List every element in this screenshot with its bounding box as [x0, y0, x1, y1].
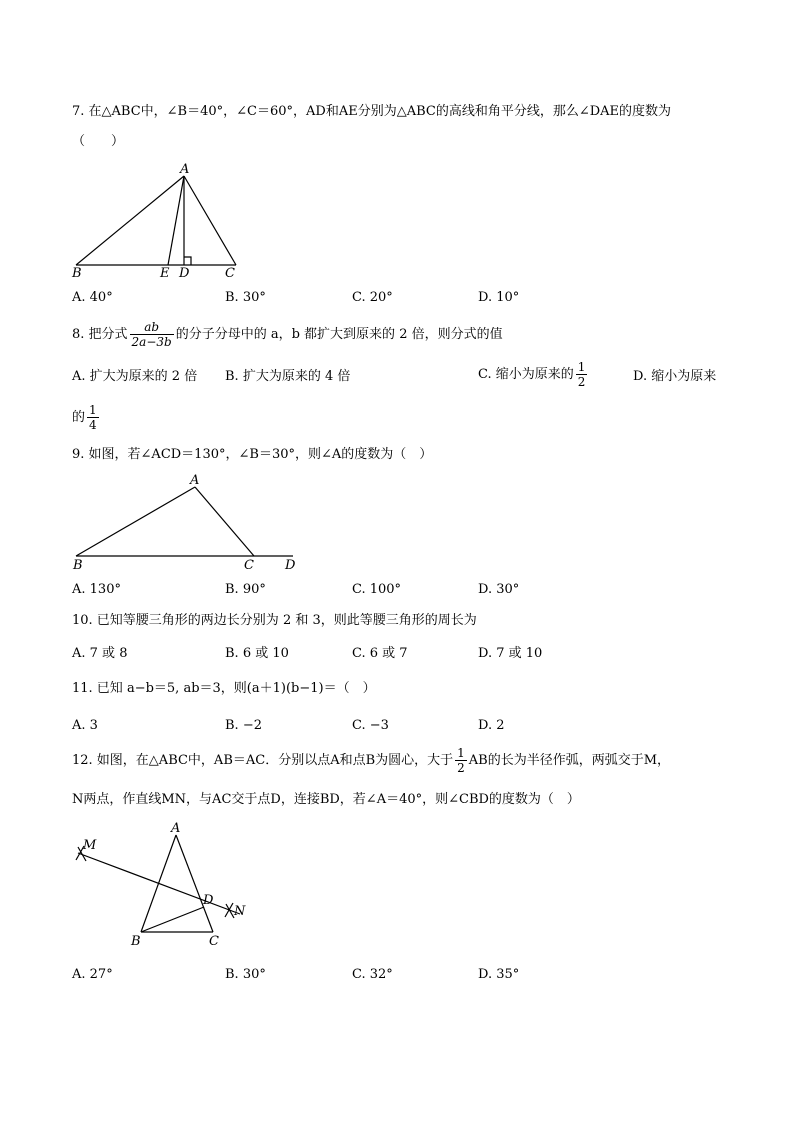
q9-segment-ac [195, 487, 254, 556]
q8-stem [72, 320, 503, 350]
q12-stem-after: AB的长为半径作弧，两弧交于M， [468, 753, 671, 768]
q12-label-c: C [209, 934, 219, 949]
q7-right-angle-mark [184, 257, 191, 265]
q11-option-c[interactable]: C. −3 [352, 718, 389, 733]
q12-fraction-numerator: 1 [457, 746, 465, 760]
q8-option-d-cont-text: 的 [72, 410, 86, 425]
q8-option-a[interactable]: A. 扩大为原来的 2 倍 [72, 369, 198, 384]
q12-fraction-denominator: 2 [457, 761, 465, 775]
q7-option-d[interactable]: D. 10° [478, 290, 520, 305]
q8-option-d-denominator: 4 [89, 418, 97, 432]
q12-label-n: N [234, 904, 246, 919]
q8-option-d[interactable]: D. 缩小为原来 [633, 369, 717, 384]
q12-stem [72, 746, 670, 776]
q8-option-b[interactable]: B. 扩大为原来的 4 倍 [225, 369, 351, 384]
q7-segment-ac [184, 176, 236, 265]
q8-fraction-denominator: 2a−3b [131, 335, 172, 349]
q7-stem: 7. 在△ABC中，∠B＝40°，∠C＝60°，AD和AE分别为△ABC的高线和角平分线，那么∠DAE的度数为 [72, 104, 672, 119]
q12-segment-ac [176, 835, 213, 932]
q9-stem: 9. 如图，若∠ACD＝130°，∠B＝30°，则∠A的度数为（ ） [72, 447, 433, 462]
q8-fraction [130, 320, 174, 349]
q7-label-a: A [180, 162, 190, 177]
q8-option-c-fraction [576, 360, 588, 389]
q9-label-a: A [190, 473, 200, 488]
q8-option-d-numerator: 1 [89, 403, 97, 417]
q9-label-d: D [285, 558, 296, 573]
q7-label-d: D [179, 266, 190, 280]
q9-label-c: C [244, 558, 254, 573]
q8-stem-before: 8. 把分式 [72, 327, 128, 342]
q7-label-e: E [160, 266, 170, 280]
q8-option-c-text: C. 缩小为原来的 [478, 367, 574, 382]
q12-option-b[interactable]: B. 30° [225, 967, 266, 982]
q12-line-mn [78, 853, 240, 914]
q8-stem-after: 的分子分母中的 a，b 都扩大到原来的 2 倍，则分式的值 [175, 327, 503, 342]
q9-option-c[interactable]: C. 100° [352, 582, 402, 597]
q9-option-b[interactable]: B. 90° [225, 582, 266, 597]
q12-option-a[interactable]: A. 27° [72, 967, 113, 982]
q7-answer-paren: （ ） [72, 134, 125, 149]
q7-option-c[interactable]: C. 20° [352, 290, 393, 305]
q8-option-c-denominator: 2 [577, 375, 586, 389]
q9-segment-ab [76, 487, 195, 556]
q7-segment-ab [76, 176, 184, 265]
q7-triangle-figure [68, 160, 248, 280]
q8-option-c-numerator: 1 [577, 360, 586, 374]
q7-bisector-ae [168, 176, 184, 265]
q8-fraction-numerator: ab [130, 320, 174, 335]
q11-stem: 11. 已知 a−b＝5, ab＝3，则(a＋1)(b−1)＝（ ） [72, 681, 376, 696]
q10-option-b[interactable]: B. 6 或 10 [225, 646, 289, 661]
q12-label-a: A [171, 821, 181, 836]
q10-option-a[interactable]: A. 7 或 8 [72, 646, 128, 661]
q10-stem: 10. 已知等腰三角形的两边长分别为 2 和 3，则此等腰三角形的周长为 [72, 613, 477, 628]
q12-label-m: M [83, 838, 97, 853]
q10-option-d[interactable]: D. 7 或 10 [478, 646, 543, 661]
q7-option-a[interactable]: A. 40° [72, 290, 113, 305]
q12-option-d[interactable]: D. 35° [478, 967, 520, 982]
q7-option-b[interactable]: B. 30° [225, 290, 266, 305]
q8-option-c[interactable] [478, 360, 589, 390]
q12-option-c[interactable]: C. 32° [352, 967, 393, 982]
q11-option-d[interactable]: D. 2 [478, 718, 505, 733]
q12-label-b: B [131, 934, 141, 949]
q11-option-a[interactable]: A. 3 [72, 718, 98, 733]
q11-option-b[interactable]: B. −2 [225, 718, 262, 733]
q12-stem-before: 12. 如图，在△ABC中，AB＝AC．分别以点A和点B为圆心，大于 [72, 753, 454, 768]
q12-fraction [455, 746, 467, 775]
q12-construction-figure [68, 818, 258, 953]
q9-triangle-figure [68, 470, 308, 575]
q9-option-d[interactable]: D. 30° [478, 582, 520, 597]
q12-label-d: D [203, 893, 214, 908]
q7-label-c: C [225, 266, 235, 280]
q9-option-a[interactable]: A. 130° [72, 582, 121, 597]
q8-option-d-continued[interactable] [72, 403, 101, 433]
q12-stem-line2: N两点，作直线MN，与AC交于点D，连接BD，若∠A＝40°，则∠CBD的度数为（ ） [72, 792, 580, 807]
q9-label-b: B [73, 558, 83, 573]
q8-option-d-fraction [87, 403, 99, 432]
q7-label-b: B [72, 266, 82, 280]
q10-option-c[interactable]: C. 6 或 7 [352, 646, 408, 661]
q12-segment-bd [141, 907, 204, 932]
